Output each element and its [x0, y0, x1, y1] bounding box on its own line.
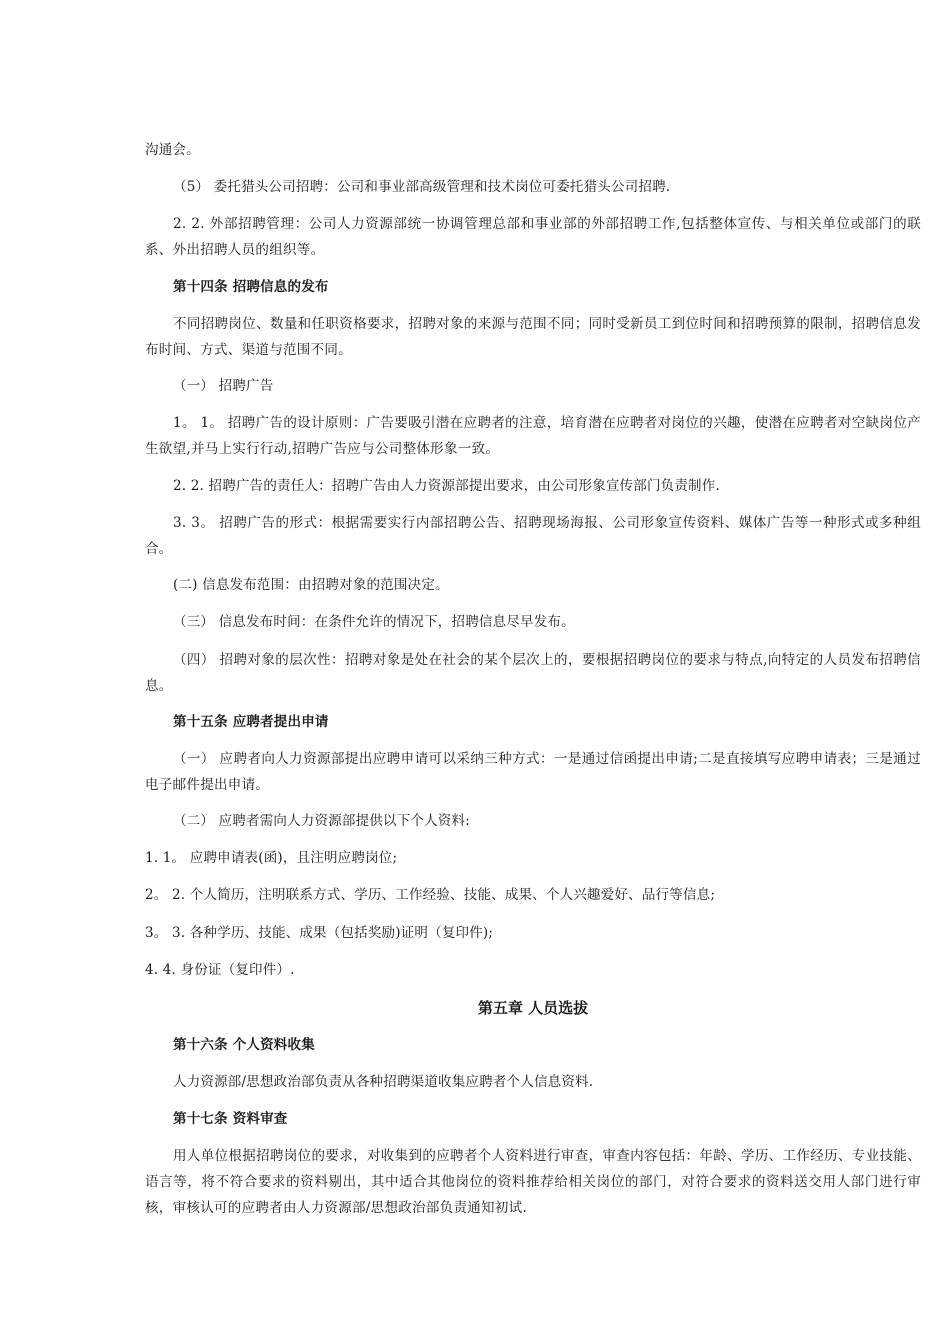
paragraph: （一） 应聘者向人力资源部提出应聘申请可以采纳三种方式：一是通过信函提出申请;二是直接填写应聘申请表；三是通过电子邮件提出申请。 [145, 751, 921, 793]
text-line: （一） 招聘广告 [173, 378, 274, 394]
text-line: 2。 2. 个人简历，注明联系方式、学历、工作经验、技能、成果、个人兴趣爱好、品行等信息; [145, 887, 716, 903]
paragraph: 用人单位根据招聘岗位的要求，对收集到的应聘者个人资料进行审查，审查内容包括：年龄、学历、工作经历、专业技能、语言等，将不符合要求的资料剔出，其中适合其他岗位的资料推荐给相关岗位的部门，对符合要求的资料送交用人部门进行审核，审核认可的应聘者由人力资源部/思想政治部负责通知初试. [145, 1148, 921, 1216]
text-line: 人力资源部/思想政治部负责从各种招聘渠道收集应聘者个人信息资料. [173, 1074, 594, 1090]
article-heading: 第十六条 个人资料收集 [173, 1037, 315, 1053]
text-line: （三） 信息发布时间：在条件允许的情况下，招聘信息尽早发布。 [173, 614, 575, 630]
paragraph: 2. 2. 外部招聘管理：公司人力资源部统一协调管理总部和事业部的外部招聘工作,包括整体宣传、与相关单位或部门的联系、外出招聘人员的组织等。 [145, 216, 921, 258]
text-line: (二) 信息发布范围：由招聘对象的范围决定。 [173, 577, 449, 593]
chapter-title: 第五章 人员选拔 [477, 999, 589, 1017]
text-line: 4. 4. 身份证（复印件）. [145, 962, 295, 978]
text-line: 3。 3. 各种学历、技能、成果（包括奖励)证明（复印件); [145, 925, 494, 941]
paragraph: 3. 3。 招聘广告的形式：根据需要实行内部招聘公告、招聘现场海报、公司形象宣传资料、媒体广告等一种形式或多种组合。 [145, 515, 921, 557]
article-heading: 第十五条 应聘者提出申请 [173, 714, 329, 730]
text-line: 2. 2. 招聘广告的责任人：招聘广告由人力资源部提出要求，由公司形象宣传部门负责制作. [173, 478, 720, 494]
paragraph: 1。 1。 招聘广告的设计原则：广告要吸引潜在应聘者的注意，培育潜在应聘者对岗位的兴趣，使潜在应聘者对空缺岗位产生欲望,并马上实行行动,招聘广告应与公司整体形象一致。 [145, 415, 921, 457]
text-line: （二） 应聘者需向人力资源部提供以下个人资料: [173, 813, 470, 829]
text-line: 1. 1。 应聘申请表(函)，且注明应聘岗位; [145, 850, 398, 866]
paragraph: 不同招聘岗位、数量和任职资格要求，招聘对象的来源与范围不同；同时受新员工到位时间和招聘预算的限制，招聘信息发布时间、方式、渠道与范围不同。 [145, 316, 921, 358]
article-heading: 第十七条 资料审查 [173, 1111, 288, 1127]
paragraph: （四） 招聘对象的层次性：招聘对象是处在社会的某个层次上的，要根据招聘岗位的要求与特点,向特定的人员发布招聘信息。 [145, 652, 921, 694]
text-line: （5） 委托猎头公司招聘：公司和事业部高级管理和技术岗位可委托猎头公司招聘. [173, 179, 671, 195]
text-line: 沟通会。 [145, 142, 200, 158]
article-heading: 第十四条 招聘信息的发布 [173, 279, 329, 295]
